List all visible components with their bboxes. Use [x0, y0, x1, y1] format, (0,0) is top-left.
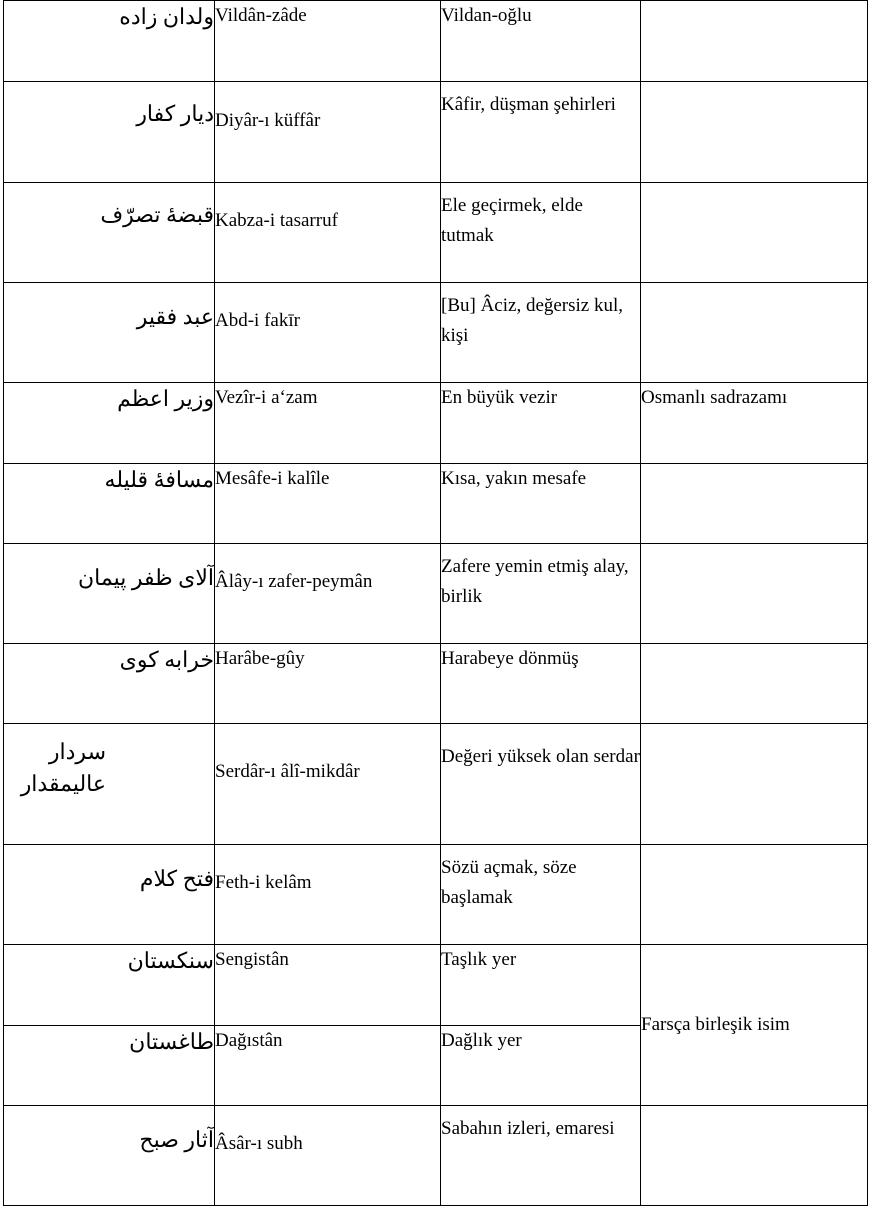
meaning: Sabahın izleri, emaresi: [441, 1106, 641, 1206]
transliteration: Âlây-ı zafer-peymân: [215, 544, 441, 644]
note: Farsça birleşik isim: [641, 945, 868, 1106]
meaning: Kısa, yakın mesafe: [441, 464, 641, 544]
transliteration: Feth-i kelâm: [215, 845, 441, 945]
table-row: [4, 464, 868, 544]
arabic-term: سنکستان: [4, 945, 215, 1026]
meaning: Taşlık yer: [441, 945, 641, 1026]
arabic-term: طاغستان: [4, 1026, 215, 1106]
meaning: Harabeye dönmüş: [441, 644, 641, 724]
table-row: [4, 544, 868, 644]
transliteration: Vezîr-i a‘zam: [215, 383, 441, 464]
arabic-term: ولدان زاده: [4, 1, 215, 82]
transliteration: Serdâr-ı âlî-mikdâr: [215, 724, 441, 845]
meaning: [Bu] Âciz, değersiz kul, kişi: [441, 283, 641, 383]
table-row: [4, 724, 868, 845]
note: [641, 724, 868, 845]
table-row: [4, 1106, 868, 1206]
transliteration: Harâbe-gûy: [215, 644, 441, 724]
arabic-term: وزیر اعظم: [4, 383, 215, 464]
note: [641, 845, 868, 945]
transliteration: Sengistân: [215, 945, 441, 1026]
table-row: [4, 945, 868, 1026]
glossary-table: [3, 0, 868, 1206]
note: [641, 1, 868, 82]
meaning: Ele geçirmek, elde tutmak: [441, 183, 641, 283]
table-row: [4, 644, 868, 724]
transliteration: Diyâr-ı küffâr: [215, 82, 441, 183]
table-row: [4, 383, 868, 464]
arabic-term: عبد فقیر: [4, 283, 215, 383]
table-row: [4, 183, 868, 283]
note: [641, 544, 868, 644]
note: [641, 283, 868, 383]
arabic-term: خرابه کوی: [4, 644, 215, 724]
meaning: Zafere yemin etmiş alay, birlik: [441, 544, 641, 644]
arabic-term: قبضهٔ تصرّف: [4, 183, 215, 283]
meaning: Dağlık yer: [441, 1026, 641, 1106]
note: [641, 183, 868, 283]
table-row: [4, 1, 868, 82]
transliteration: Âsâr-ı subh: [215, 1106, 441, 1206]
note: Osmanlı sadrazamı: [641, 383, 868, 464]
transliteration: Abd-i fakīr: [215, 283, 441, 383]
meaning: Sözü açmak, söze başlamak: [441, 845, 641, 945]
arabic-term: آثار صبح: [4, 1106, 215, 1206]
transliteration: Vildân-zâde: [215, 1, 441, 82]
meaning: Değeri yüksek olan serdar: [441, 724, 641, 845]
meaning: Vildan-oğlu: [441, 1, 641, 82]
transliteration: Dağıstân: [215, 1026, 441, 1106]
transliteration: Kabza-i tasarruf: [215, 183, 441, 283]
arabic-term: فتح کلام: [4, 845, 215, 945]
meaning: En büyük vezir: [441, 383, 641, 464]
table-row: [4, 283, 868, 383]
transliteration: Mesâfe-i kalîle: [215, 464, 441, 544]
meaning: Kâfir, düşman şehirleri: [441, 82, 641, 183]
note: [641, 464, 868, 544]
note: [641, 82, 868, 183]
arabic-term: آلای ظفر پیمان: [4, 544, 215, 644]
table-row: [4, 845, 868, 945]
arabic-term: سردار عالیمقدار: [4, 724, 215, 845]
note: [641, 644, 868, 724]
note: [641, 1106, 868, 1206]
arabic-term: مسافهٔ قلیله: [4, 464, 215, 544]
arabic-term: دیار کفار: [4, 82, 215, 183]
table-row: [4, 82, 868, 183]
